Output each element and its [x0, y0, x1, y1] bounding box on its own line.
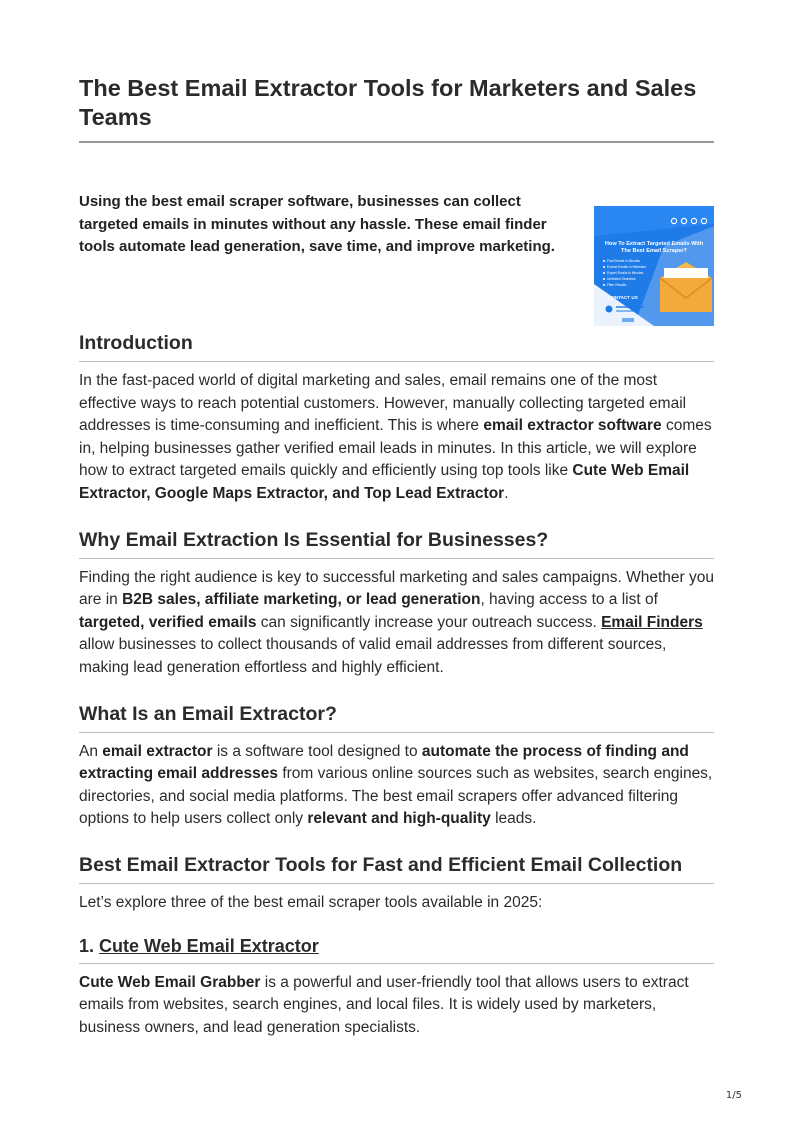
text: comes in, helping businesses gather verified email leads in minutes. In this article, we will explore how to extract targeted emails quickly and efficiently using top tools like	[79, 417, 712, 480]
thumbnail-headline-2: The Best Email Scraper?	[621, 248, 687, 254]
intro-block	[79, 191, 714, 311]
text: allow businesses to collect thousands of valid email addresses from different sources, making lead generation effortless and highly efficient.	[79, 636, 667, 676]
tool-heading	[79, 935, 714, 964]
section-what	[79, 702, 714, 831]
thumbnail-bullet: Export Emails in Minutes	[607, 271, 644, 275]
text: .	[504, 484, 509, 502]
cute-web-email-extractor-link[interactable]: Cute Web Email Extractor	[99, 935, 319, 956]
text: can significantly increase your outreach success.	[256, 613, 602, 631]
page-number: 1/5	[725, 1090, 742, 1101]
bold-text: B2B sales, affiliate marketing, or lead generation	[122, 591, 481, 609]
intro-summary: Using the best email scraper software, businesses can collect targeted emails in minutes without any hassle. These email finder tools automate lead generation, save time, and improve marketing.	[79, 193, 555, 255]
section-heading: Introduction	[79, 331, 714, 362]
section-why	[79, 528, 714, 680]
section-best-tools	[79, 853, 714, 915]
bold-text: email extractor software	[483, 417, 662, 435]
bold-text: Cute Web Email Grabber	[79, 973, 261, 991]
email-finders-link[interactable]	[601, 614, 703, 631]
page-title: The Best Email Extractor Tools for Marketers and Sales Teams	[79, 74, 714, 143]
text: is a powerful and user-friendly tool that allows users to extract emails from websites, search engines, and local files. It is widely used by marketers, business owners, and lead generation specialists.	[79, 973, 689, 1036]
section-paragraph	[79, 370, 714, 506]
thumbnail-bullet: Find Emails in Minutes	[607, 259, 641, 263]
text: from various online sources such as websites, search engines, directories, and social media platforms. The best email scrapers offer advanced filtering options to help users collect only	[79, 765, 713, 828]
link-text: Email Finders	[601, 613, 703, 631]
section-paragraph	[79, 741, 714, 831]
text: is a software tool designed to	[212, 742, 422, 760]
text: leads.	[490, 810, 537, 828]
bold-text: email extractor	[102, 742, 213, 760]
text: An	[79, 742, 103, 760]
bold-text: relevant and high-quality	[307, 810, 491, 828]
section-paragraph	[79, 972, 714, 1040]
section-heading: Best Email Extractor Tools for Fast and Efficient Email Collection	[79, 853, 714, 884]
text: Finding the right audience is key to successful marketing and sales campaigns. Whether you are in	[79, 568, 714, 609]
bold-text: targeted, verified emails	[79, 613, 257, 631]
section-paragraph: Let’s explore three of the best email scraper tools available in 2025:	[79, 893, 543, 911]
tool-number: 1.	[79, 935, 100, 956]
text: , having access to a list of	[480, 591, 658, 609]
section-heading: Why Email Extraction Is Essential for Businesses?	[79, 528, 714, 559]
thumbnail-bullet: Filter Results	[607, 283, 627, 287]
section-tool-1	[79, 935, 714, 1040]
bold-text: automate the process of finding and extracting email addresses	[79, 742, 689, 783]
thumbnail-bullet: Extract Emails in Websites	[607, 265, 646, 269]
thumbnail-contact-label: CONTACT US	[608, 295, 638, 300]
document-page	[79, 74, 714, 1039]
thumbnail-bullet: Unlimited Searches	[607, 277, 636, 281]
section-heading: What Is an Email Extractor?	[79, 702, 714, 733]
section-paragraph	[79, 567, 714, 680]
section-introduction	[79, 331, 714, 506]
thumbnail-graphic	[594, 206, 714, 326]
text: In the fast-paced world of digital marketing and sales, email remains one of the most effective ways to reach potential customers. However, manually collecting targeted email addresses is time-consuming and inefficient. This is where	[79, 372, 687, 435]
thumbnail-headline-1: How To Extract Targeted Emails With	[604, 241, 704, 247]
bold-text: Cute Web Email Extractor, Google Maps Extractor, and Top Lead Extractor	[79, 462, 690, 502]
article-thumbnail	[594, 206, 714, 326]
envelope-icon	[660, 262, 712, 312]
